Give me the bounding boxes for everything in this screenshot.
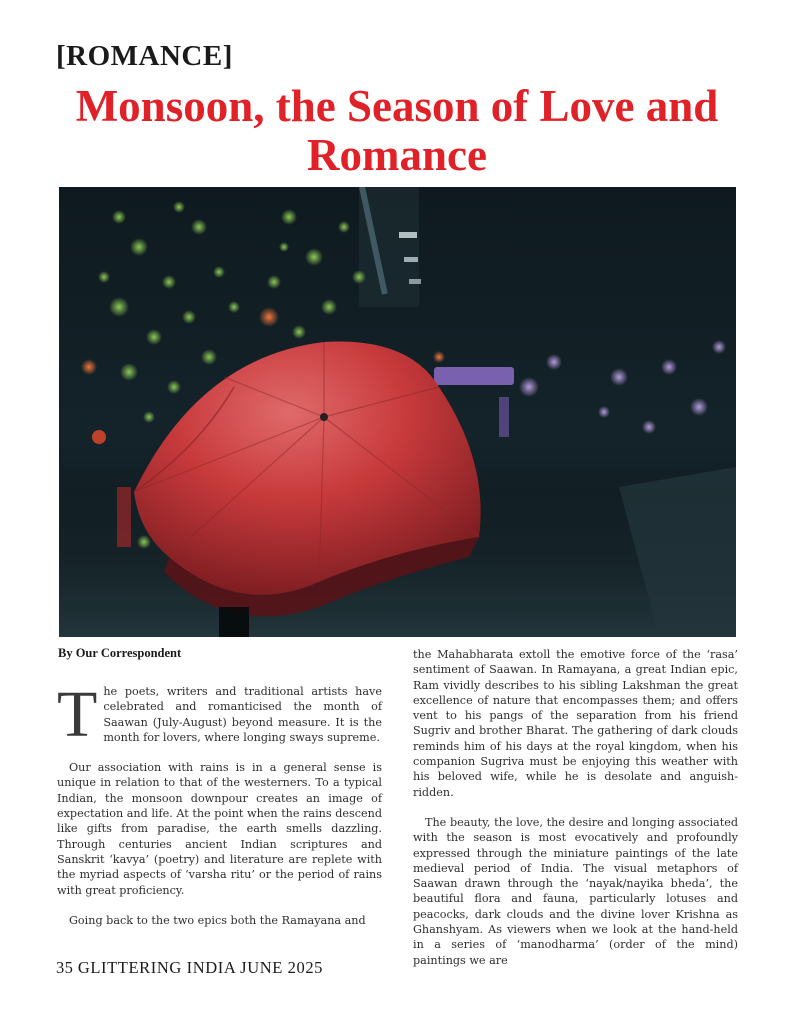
article-paragraph — [57, 678, 382, 751]
byline: By Our Correspondent — [58, 646, 182, 660]
article-paragraph: The beauty, the love, the desire and longing associated with the season is most evocatively and profoundly expressed through the miniature paintings of the late medieval period of India. The visual metaphors of Saawan drawn through the ‘nayak/nayika bheda’, the beautiful flora and fauna, particularly lotuses and peacocks, dark clouds and the divine lover Krishna as Ghanshyam. As viewers when we look at the hand-held in a series of ‘manodharma’ (order of the mind) paintings we are — [413, 815, 738, 967]
page-number: 35 — [56, 958, 74, 977]
paragraph-text: he poets, writers and traditional artists have celebrated and romanticised the month of Saawan (July-August) beyond measure. It is the month for lovers, where longing sways supreme. — [103, 685, 382, 744]
section-tag: [ROMANCE] — [56, 40, 233, 72]
article-paragraph: Going back to the two epics both the Ramayana and — [69, 913, 366, 927]
red-umbrella-in-rain-at-night-photo — [59, 187, 736, 637]
article-headline: Monsoon, the Season of Love and Romance — [75, 81, 719, 180]
article-column-right — [413, 647, 738, 983]
publication-name: GLITTERING INDIA JUNE 2025 — [77, 958, 324, 977]
drop-cap: T — [57, 678, 98, 751]
article-paragraph: the Mahabharata extoll the emotive force of the ‘rasa’ sentiment of Saawan. In Ramayana, a great Indian epic, Ram vividly describes to his sibling Lakshman the great excellence of nature that encompasses them; and offers vent to his pangs of the separation from his friend Sugriv and brother Bharat. The gathering of dark clouds reminds him of his days at the royal kingdom, when his companion Sugriva must be enjoying this weather with his beloved wife, while he is desolate and anguish-ridden. — [413, 648, 738, 799]
article-column-left — [57, 678, 382, 943]
article-paragraph: Our association with rains is in a general sense is unique in relation to that of the westerners. To a typical Indian, the monsoon downpour creates an image of expectation and life. At the point when the rains descend like gifts from paradise, the earth smells dazzling. Through centuries ancient Indian scriptures and Sanskrit ‘kavya’ (poetry) and literature are replete with the myriad aspects of ‘varsha ritu’ or the period of rains with great proficiency. — [57, 761, 382, 897]
hero-image — [59, 187, 736, 637]
page-footer — [56, 958, 323, 978]
